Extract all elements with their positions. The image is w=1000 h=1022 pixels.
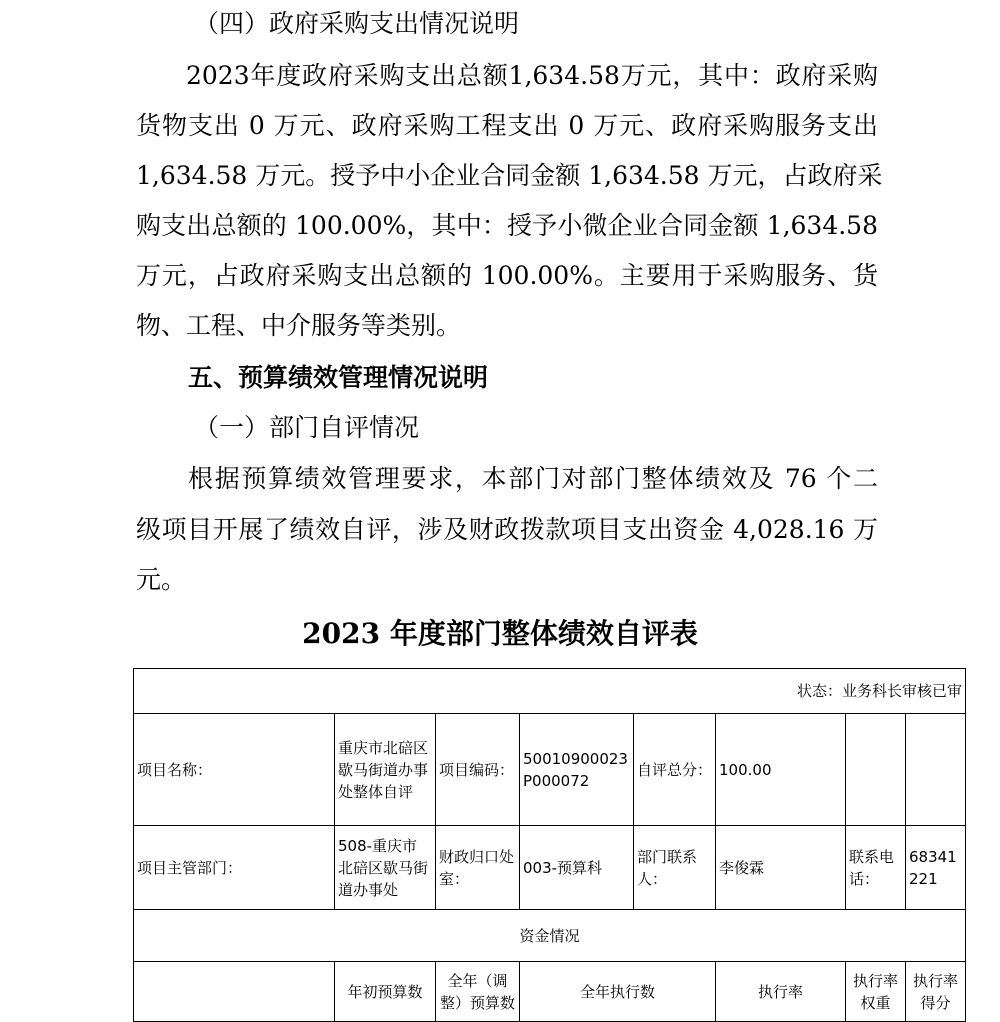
project-name: 重庆市北碚区歇马街道办事处整体自评 (335, 714, 436, 826)
header-rate-score: 执行率得分 (906, 962, 966, 1022)
body-line: 货物支出 0 万元、政府采购工程支出 0 万元、政府采购服务支出 (136, 111, 878, 140)
label-finance-office: 财政归口处室： (436, 826, 520, 910)
contact-name: 李俊霖 (716, 826, 846, 910)
dept-name: 508-重庆市北碚区歇马街道办事处 (335, 826, 436, 910)
finance-office: 003-预算科 (520, 826, 634, 910)
body-line: 购支出总额的 100.00%，其中：授予小微企业合同金额 1,634.58 (136, 211, 878, 240)
header-annual-execution: 全年执行数 (520, 962, 716, 1022)
body-line: 2023年度政府采购支出总额1,634.58万元，其中：政府采购 (186, 61, 878, 90)
label-phone: 联系电话： (846, 826, 906, 910)
body-line: 1,634.58 万元。授予中小企业合同金额 1,634.58 万元，占政府采 (136, 161, 883, 190)
body-line: 物、工程、中介服务等类别。 (136, 311, 462, 340)
empty-cell (846, 714, 906, 826)
body-line: 元。 (136, 565, 187, 594)
header-adjusted-budget: 全年（调整）预算数 (436, 962, 520, 1022)
project-code: 50010900023P000072 (520, 714, 634, 826)
table-title: 2023 年度部门整体绩效自评表 (302, 617, 698, 650)
body-line: （一）部门自评情况 (194, 413, 420, 442)
header-execution-rate: 执行率 (716, 962, 846, 1022)
label-contact: 部门联系人： (634, 826, 716, 910)
label-project-name: 项目名称： (134, 714, 335, 826)
body-line: 万元，占政府采购支出总额的 100.00%。主要用于采购服务、货 (136, 261, 878, 290)
self-score: 100.00 (716, 714, 846, 826)
label-self-score: 自评总分： (634, 714, 716, 826)
funds-section-header: 资金情况 (134, 910, 966, 962)
label-project-code: 项目编码： (436, 714, 520, 826)
status-cell: 状态：业务科长审核已审 (134, 669, 966, 714)
phone-number: 68341221 (906, 826, 966, 910)
empty-cell (906, 714, 966, 826)
header-rate-weight: 执行率权重 (846, 962, 906, 1022)
body-line: 级项目开展了绩效自评，涉及财政拨款项目支出资金 4,028.16 万 (136, 515, 878, 544)
body-line: （四）政府采购支出情况说明 (194, 9, 520, 38)
body-line: 根据预算绩效管理要求，本部门对部门整体绩效及 76 个二 (188, 464, 878, 493)
empty-cell (134, 962, 335, 1022)
header-initial-budget: 年初预算数 (335, 962, 436, 1022)
self-evaluation-table (133, 668, 966, 1022)
label-dept: 项目主管部门： (134, 826, 335, 910)
body-line: 五、预算绩效管理情况说明 (188, 363, 489, 392)
